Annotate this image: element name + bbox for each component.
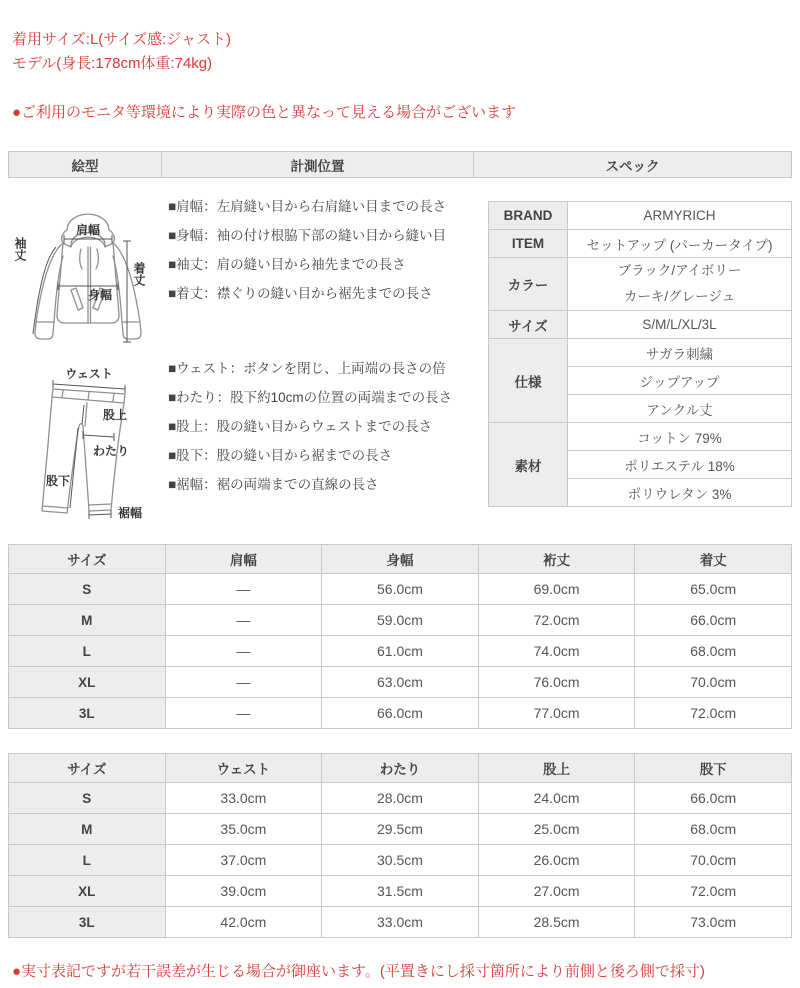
size-value: S/M/L/XL/3L (568, 311, 792, 339)
table-cell: ― (165, 636, 322, 667)
table-cell: ― (165, 667, 322, 698)
size-table-top (8, 544, 792, 729)
size-table-bottom (8, 753, 792, 938)
table-row (9, 667, 792, 698)
table-cell: 66.0cm (322, 698, 479, 729)
table-row (9, 814, 792, 845)
measure-description: ■股上：股の縫い目からウェストまでの長さ (168, 419, 433, 434)
table-row (489, 230, 792, 258)
feature-value: ジップアップ (568, 367, 792, 395)
measure-description: ■着丈：襟ぐりの縫い目から裾先までの長さ (168, 286, 433, 301)
table-cell: 65.0cm (635, 574, 792, 605)
header-spec: スペック (605, 158, 660, 174)
table-cell: M (9, 605, 166, 636)
hem-width-label: 裾幅 (118, 506, 143, 519)
measurement-descriptions (168, 178, 488, 524)
table-cell: ― (165, 574, 322, 605)
table-row (489, 339, 792, 367)
table-cell: 26.0cm (478, 845, 635, 876)
table-cell: 3L (9, 907, 166, 938)
product-size-page (0, 28, 800, 984)
header-illustration: 絵型 (9, 152, 162, 177)
table-cell: 72.0cm (635, 876, 792, 907)
column-header: 裄丈 (478, 545, 635, 574)
table-cell: L (9, 845, 166, 876)
table-cell: 66.0cm (635, 605, 792, 636)
brand-value: ARMYRICH (568, 202, 792, 230)
body-length-label: 着丈 (132, 262, 146, 286)
header-position: 計測位置 (162, 152, 474, 177)
size-table-top-body (9, 574, 792, 729)
table-cell: 31.5cm (322, 876, 479, 907)
table-row (489, 311, 792, 339)
rise-label: 股上 (103, 408, 128, 422)
table-cell: 27.0cm (478, 876, 635, 907)
color-value: ブラック/アイボリー カーキ/グレージュ (568, 258, 792, 311)
measurement-disclaimer-note: ●実寸表記ですが若干誤差が生じる場合が御座います。(平置きにし採寸箇所により前側と後ろ側で採寸) (12, 963, 705, 980)
measure-description: ■裾幅：裾の両端までの直線の長さ (168, 477, 379, 492)
table-row (9, 605, 792, 636)
table-cell: 39.0cm (165, 876, 322, 907)
measure-description: ■袖丈：肩の縫い目から袖先までの長さ (168, 257, 406, 272)
body-width-label: 身幅 (87, 288, 113, 302)
table-cell: 59.0cm (322, 605, 479, 636)
table-cell: 73.0cm (635, 907, 792, 938)
measure-description: ■わたり：股下約10cmの位置の両端までの長さ (168, 390, 453, 405)
table-row (489, 202, 792, 230)
top-garment-descriptions (168, 192, 488, 308)
column-header: わたり (322, 754, 479, 783)
table-cell: 33.0cm (165, 783, 322, 814)
size-table-top-header-row (9, 545, 792, 574)
column-header: 着丈 (635, 545, 792, 574)
table-cell: 35.0cm (165, 814, 322, 845)
illustration-column (8, 178, 168, 524)
spec-table (488, 201, 792, 507)
hoodie-illustration (8, 194, 168, 349)
bottom-garment-descriptions (168, 354, 488, 499)
color-label: カラー (489, 258, 568, 311)
brand-label: BRAND (489, 202, 568, 230)
table-cell: 63.0cm (322, 667, 479, 698)
table-row (9, 698, 792, 729)
monitor-color-note: ●ご利用のモニタ等環境により実際の色と異なって見える場合がございます (12, 104, 517, 121)
sleeve-length-label: 袖丈 (13, 237, 27, 261)
measure-section-header (8, 151, 792, 178)
fit-notes (12, 28, 788, 76)
table-cell: L (9, 636, 166, 667)
drawstring (96, 249, 98, 269)
table-cell: 3L (9, 698, 166, 729)
item-value: セットアップ (パーカータイプ) (568, 230, 792, 258)
table-cell: 30.5cm (322, 845, 479, 876)
table-cell: 25.0cm (478, 814, 635, 845)
size-table-bottom-body (9, 783, 792, 938)
belt-loop (88, 392, 89, 400)
hem-line (43, 506, 68, 508)
table-row (9, 845, 792, 876)
column-header: 股下 (635, 754, 792, 783)
measure-description: ■ウェスト：ボタンを閉じ、上両端の長さの倍 (168, 361, 446, 376)
waist-label: ウェスト (65, 367, 113, 381)
table-cell: 42.0cm (165, 907, 322, 938)
table-row (9, 876, 792, 907)
table-cell: S (9, 574, 166, 605)
feature-value: アンクル丈 (568, 395, 792, 423)
fly-line (85, 403, 87, 426)
pocket (71, 288, 83, 310)
table-cell: 24.0cm (478, 783, 635, 814)
table-row (489, 258, 792, 311)
material-value: ポリウレタン 3% (568, 479, 792, 507)
table-cell: 33.0cm (322, 907, 479, 938)
table-row (9, 907, 792, 938)
material-label: 素材 (489, 423, 568, 507)
measure-section-body (8, 178, 792, 524)
table-cell: XL (9, 876, 166, 907)
size-table-bottom-header-row (9, 754, 792, 783)
inseam-label: 股下 (46, 474, 71, 488)
table-cell: 70.0cm (635, 667, 792, 698)
table-cell: 66.0cm (635, 783, 792, 814)
table-cell: 61.0cm (322, 636, 479, 667)
spec-column (488, 178, 792, 524)
table-cell: 68.0cm (635, 636, 792, 667)
hem-line (89, 504, 111, 505)
feature-label: 仕様 (489, 339, 568, 423)
table-cell: 77.0cm (478, 698, 635, 729)
table-cell: 69.0cm (478, 574, 635, 605)
measure-description: ■肩幅：左肩縫い目から右肩縫い目までの長さ (168, 199, 447, 214)
material-value: コットン 79% (568, 423, 792, 451)
table-cell: 28.5cm (478, 907, 635, 938)
table-cell: 72.0cm (635, 698, 792, 729)
table-row (9, 574, 792, 605)
pants-illustration (8, 364, 168, 519)
column-header: サイズ (9, 545, 166, 574)
table-cell: M (9, 814, 166, 845)
model-info-note: モデル(身長:178cm体重:74kg) (12, 55, 213, 72)
worn-size-note: 着用サイズ:L(サイズ感:ジャスト) (12, 31, 231, 48)
measure-description: ■股下：股の縫い目から裾までの長さ (168, 448, 393, 463)
shoulder-width-label: 肩幅 (75, 223, 101, 237)
table-cell: 76.0cm (478, 667, 635, 698)
column-header: 身幅 (322, 545, 479, 574)
table-cell: S (9, 783, 166, 814)
table-cell: ― (165, 698, 322, 729)
size-label: サイズ (489, 311, 568, 339)
table-cell: 72.0cm (478, 605, 635, 636)
table-cell: 70.0cm (635, 845, 792, 876)
table-cell: XL (9, 667, 166, 698)
column-header: 肩幅 (165, 545, 322, 574)
table-cell: 37.0cm (165, 845, 322, 876)
feature-value: サガラ刺繍 (568, 339, 792, 367)
table-row (9, 636, 792, 667)
belt-loop (62, 390, 63, 398)
column-header: ウェスト (165, 754, 322, 783)
table-cell: 29.5cm (322, 814, 479, 845)
measure-description: ■身幅：袖の付け根脇下部の縫い目から縫い目 (168, 228, 447, 243)
table-row (489, 423, 792, 451)
column-header: サイズ (9, 754, 166, 783)
table-cell: 56.0cm (322, 574, 479, 605)
table-cell: 68.0cm (635, 814, 792, 845)
table-cell: 28.0cm (322, 783, 479, 814)
table-cell: 74.0cm (478, 636, 635, 667)
material-value: ポリエステル 18% (568, 451, 792, 479)
thigh-width-label: わたり (92, 444, 130, 458)
drawstring (80, 249, 82, 269)
column-header: 股上 (478, 754, 635, 783)
belt-loop (113, 393, 114, 401)
item-label: ITEM (489, 230, 568, 258)
table-row (9, 783, 792, 814)
table-cell: ― (165, 605, 322, 636)
